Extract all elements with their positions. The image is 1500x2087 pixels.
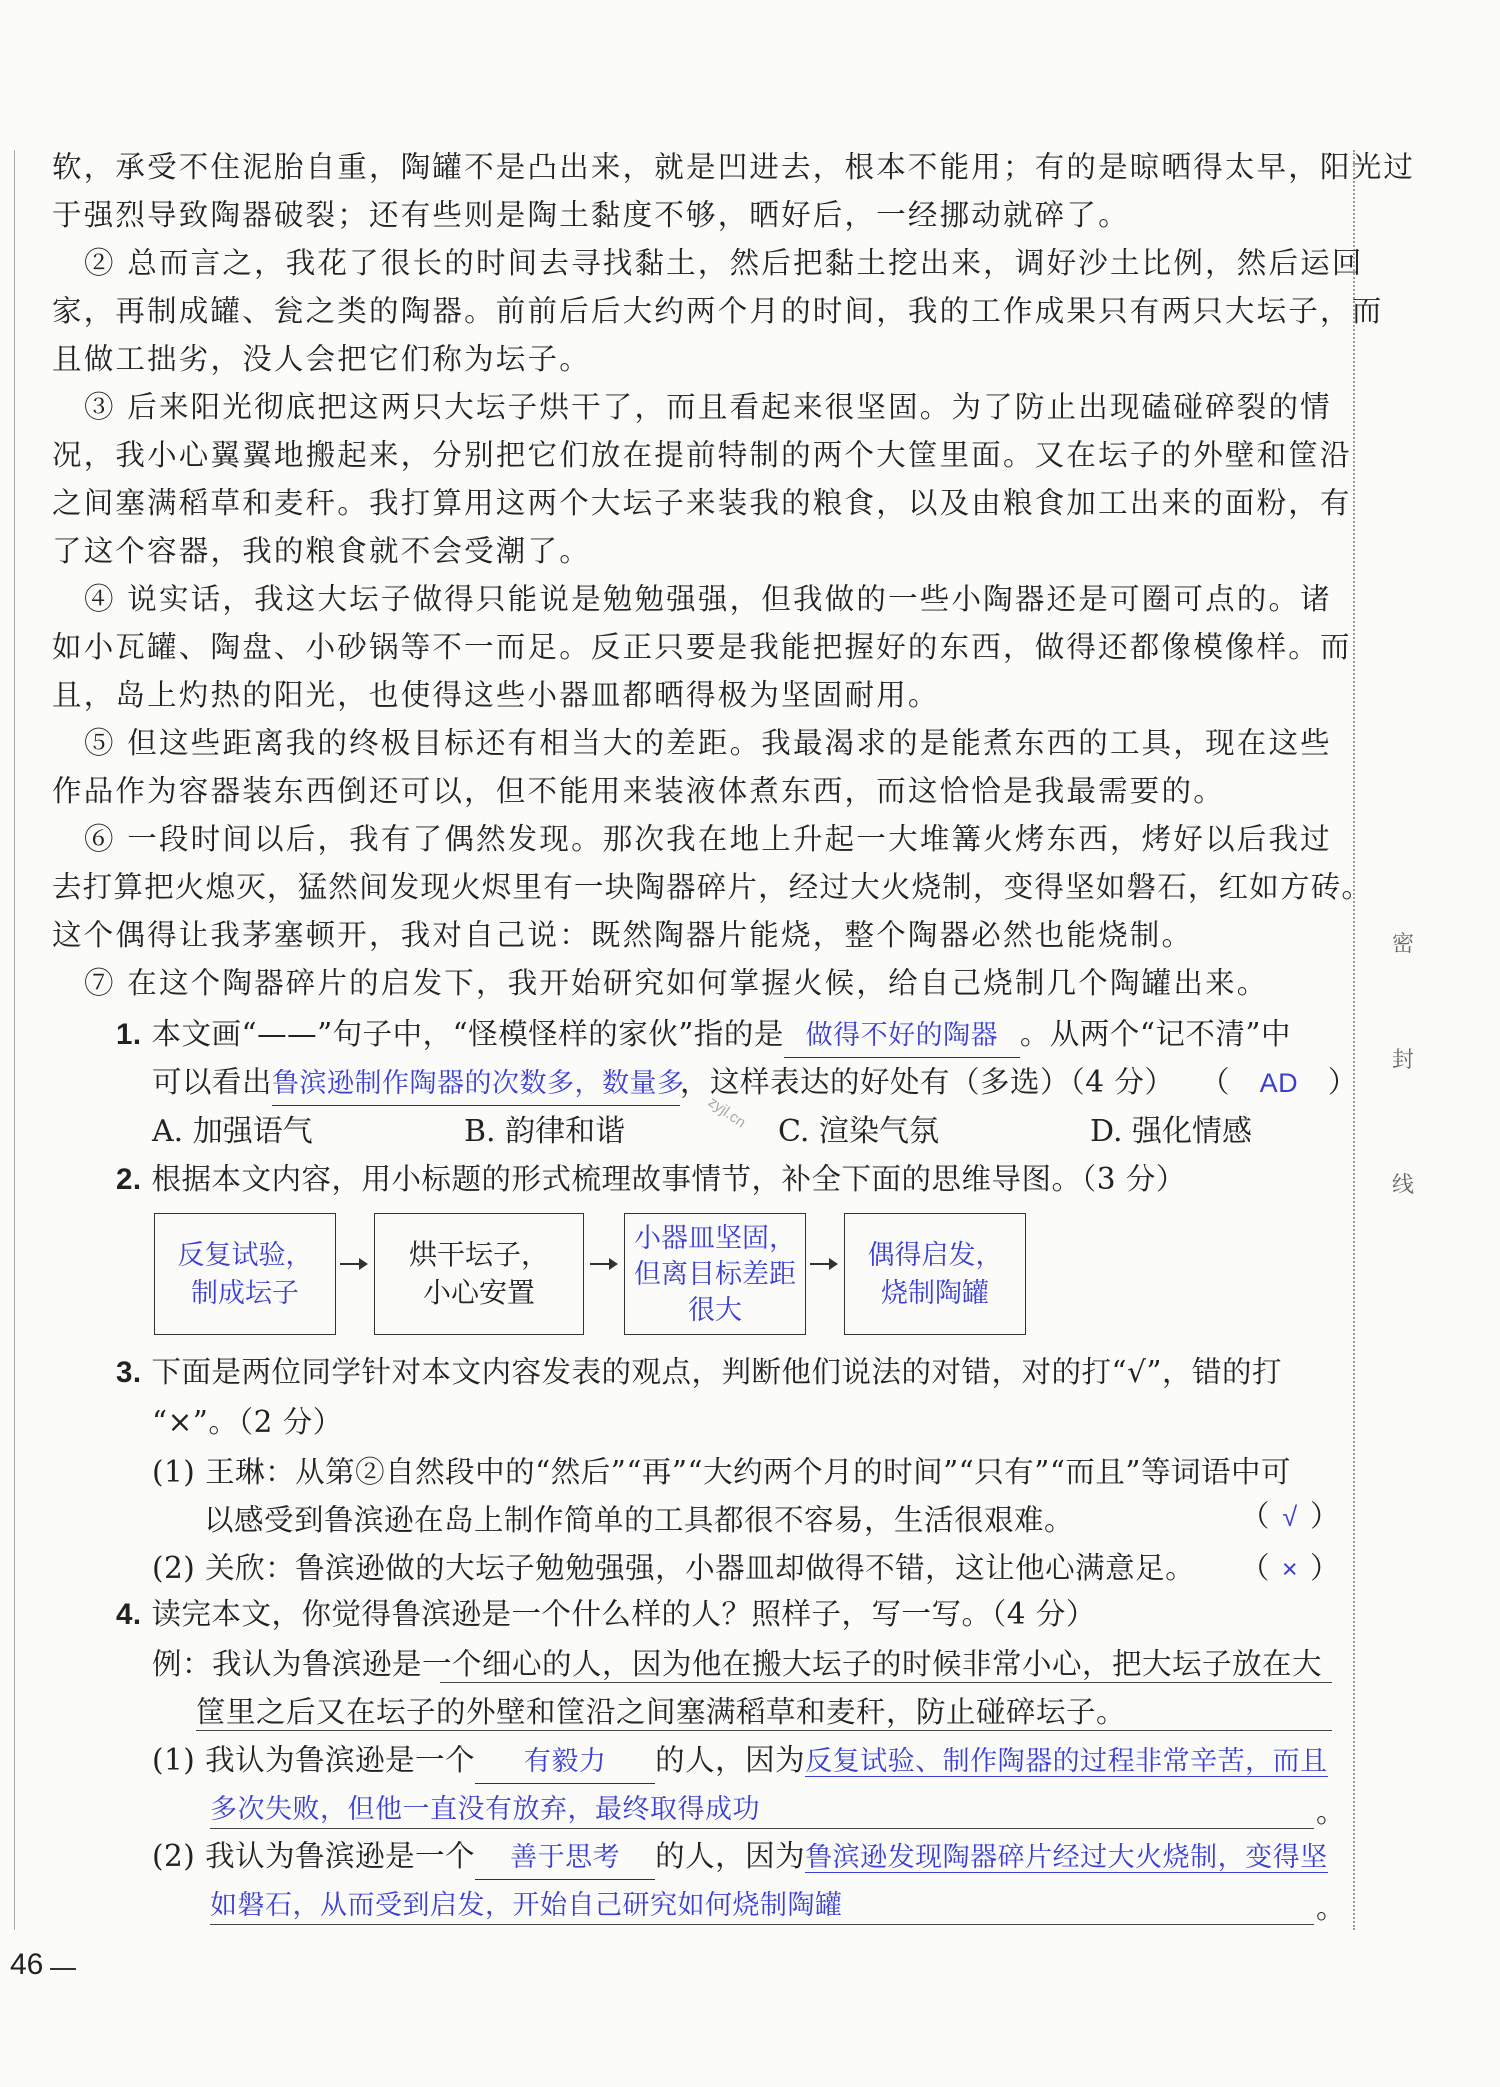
box-line: 小心安置 [422,1276,535,1309]
box-line: 反复试验， [177,1240,313,1270]
side-mark-feng: 封 [1392,1048,1415,1073]
question-text: 根据本文内容，用小标题的形式梳理故事情节，补全下面的思维导图。（3 分） [151,1162,1186,1196]
passage-line: 如小瓦罐、陶盘、小砂锅等不一而足。反正只要是我能把握好的东西，做得还都像模像样。而 [52,630,1352,664]
handwritten-answer: 有毅力 [523,1746,607,1776]
question-number: 1. [116,1018,142,1051]
example-line: 筐里之后又在坛子的外壁和筐沿之间塞满稻草和麦秆，防止碰碎坛子。 [196,1695,1127,1729]
arrow-icon [810,1263,836,1265]
box-line: 很大 [688,1295,742,1325]
question-number: 3. [116,1356,142,1389]
passage-line: 且，岛上灼热的阳光，也使得这些小器皿都晒得极为坚固耐用。 [52,678,940,712]
passage-line: ③ 后来阳光彻底把这两只大坛子烘干了，而且看起来很坚固。为了防止出现磕碰碎裂的情 [84,390,1332,424]
passage-line: ⑥ 一段时间以后，我有了偶然发现。那次我在地上升起一大堆篝火烤东西，烤好以后我过 [84,822,1332,856]
passage-line: 之间塞满稻草和麦秆。我打算用这两个大坛子来装我的粮食，以及由粮食加工出来的面粉，有 [52,486,1352,520]
handwritten-answer[interactable]: × [1281,1554,1299,1584]
handwritten-answer: 善于思考 [510,1842,621,1872]
prompt-text: 的人，因为 [655,1839,806,1873]
option-b: B. 韵律和谐 [464,1114,626,1149]
arrow-icon [590,1263,616,1265]
question-text: ，这样表达的好处有（多选）（4 分） [680,1065,1175,1099]
passage-line: 去打算把火熄灭，猛然间发现火烬里有一块陶器碎片，经过大火烧制，变得坚如磐石，红如方砖。 [52,870,1373,904]
question-text: “×”。（2 分） [152,1405,343,1439]
handwritten-answer[interactable]: AD [1259,1068,1299,1098]
handwritten-answer[interactable]: 反复试验、制作陶器的过程非常辛苦，而且 [805,1746,1328,1776]
passage-line: ② 总而言之，我花了很长的时间去寻找黏土，然后把黏土挖出来，调好沙土比例，然后运回 [84,246,1364,280]
arrow-icon [340,1263,366,1265]
statement-2: (2) 关欣：鲁滨逊做的大坛子勉勉强强，小器皿却做得不错，这让他心满意足。 [152,1551,1196,1585]
handwritten-answer: 鲁滨逊制作陶器的次数多，数量多 [272,1068,685,1098]
option-a: A. 加强语气 [152,1114,313,1149]
box-line: 烧制陶罐 [881,1278,989,1308]
mind-map-box[interactable] [844,1213,1026,1335]
prompt-text: 的人，因为 [655,1743,806,1777]
handwritten-answer: 做得不好的陶器 [805,1020,999,1050]
passage-line: 作品作为容器装东西倒还可以，但不能用来装液体煮东西，而这恰恰是我最需要的。 [52,774,1225,808]
question-text: 。从两个“记不清”中 [1019,1017,1291,1051]
box-line: 制成坛子 [191,1278,299,1308]
statement-1: (1) 王琳：从第②自然段中的“然后”“再”“大约两个月的时间”“只有”“而且”等词语中可 [152,1455,1291,1489]
box-line: 但离目标差距 [634,1259,796,1289]
option-d: D. 强化情感 [1090,1114,1253,1149]
mind-map-box[interactable] [154,1213,336,1335]
period: 。 [1316,1891,1347,1925]
passage-line: 软，承受不住泥胎自重，陶罐不是凸出来，就是凹进去，根本不能用；有的是晾晒得太早，阳光过 [52,150,1416,184]
watermark: zyjl.cn [704,1093,749,1132]
question-text: 可以看出 [152,1065,273,1099]
left-margin-rule [14,150,15,1930]
option-c: C. 渲染气氛 [778,1114,939,1149]
handwritten-answer[interactable]: 多次失败，但他一直没有放弃，最终取得成功 [210,1794,760,1824]
paren-close: ） [1327,1065,1358,1099]
handwritten-answer[interactable]: 鲁滨逊发现陶器碎片经过大火烧制，变得坚 [805,1842,1328,1872]
paren-open: （ [1240,1551,1271,1585]
mind-map-box [374,1213,584,1335]
mind-map-box[interactable] [624,1213,806,1335]
answer-blank[interactable] [475,1738,655,1784]
box-line: 偶得启发， [867,1240,1003,1270]
passage-line: 家，再制成罐、瓮之类的陶器。前前后后大约两个月的时间，我的工作成果只有两只大坛子，而 [52,294,1384,328]
passage-line: ⑤ 但这些距离我的终极目标还有相当大的差距。我最渴求的是能煮东西的工具，现在这些 [84,726,1332,760]
passage-line: 况，我小心翼翼地搬起来，分别把它们放在提前特制的两个大筐里面。又在坛子的外壁和筐沿 [52,438,1352,472]
question-text: 读完本文，你觉得鲁滨逊是一个什么样的人？照样子，写一写。（4 分） [151,1597,1096,1631]
paren-open: （ [1240,1499,1271,1533]
page-number-dash [50,1968,76,1970]
handwritten-answer[interactable]: 如磐石，从而受到启发，开始自己研究如何烧制陶罐 [210,1890,843,1920]
prompt-text: (1) 我认为鲁滨逊是一个 [152,1743,476,1777]
box-line: 烘干坛子， [408,1238,549,1271]
answer-blank[interactable] [272,1060,685,1106]
example-line: 例：我认为鲁滨逊是一个细心的人，因为他在搬大坛子的时候非常小心，把大坛子放在大 [152,1647,1323,1681]
question-number: 4. [116,1598,142,1631]
page-number: 46 [10,1948,44,1981]
passage-line: ④ 说实话，我这大坛子做得只能说是勉勉强强，但我做的一些小陶器还是可圈可点的。诸 [84,582,1332,616]
passage-line: 这个偶得让我茅塞顿开，我对自己说：既然陶器片能烧，整个陶器必然也能烧制。 [52,918,1194,952]
statement-1-cont: 以感受到鲁滨逊在岛上制作简单的工具都很不容易，生活很艰难。 [204,1503,1075,1537]
side-mark-xian: 线 [1392,1173,1415,1198]
passage-line: 且做工拙劣，没人会把它们称为坛子。 [52,342,591,376]
paren-close: ） [1310,1551,1341,1585]
example-underline [440,1682,1332,1683]
example-underline [196,1730,1332,1731]
handwritten-answer[interactable]: √ [1282,1502,1298,1532]
answer-blank[interactable] [475,1834,655,1880]
question-text: 下面是两位同学针对本文内容发表的观点，判断他们说法的对错，对的打“√”，错的打 [151,1355,1282,1389]
passage-line: 了这个容器，我的粮食就不会受潮了。 [52,534,591,568]
side-mark-mi: 密 [1392,932,1415,957]
box-line: 小器皿坚固， [634,1223,796,1253]
passage-line: 于强烈导致陶器破裂；还有些则是陶土黏度不够，晒好后，一经挪动就碎了。 [52,198,1130,232]
answer-underline [210,1828,1314,1829]
question-number: 2. [116,1163,142,1196]
answer-blank[interactable] [784,1012,1020,1058]
period: 。 [1316,1795,1347,1829]
paren-close: ） [1310,1499,1341,1533]
answer-underline [210,1924,1314,1925]
passage-line: ⑦ 在这个陶器碎片的启发下，我开始研究如何掌握火候，给自己烧制几个陶罐出来。 [84,966,1269,1000]
question-text: 本文画“——”句子中，“怪模怪样的家伙”指的是 [151,1017,784,1051]
prompt-text: (2) 我认为鲁滨逊是一个 [152,1839,476,1873]
paren-open: （ [1200,1065,1231,1099]
